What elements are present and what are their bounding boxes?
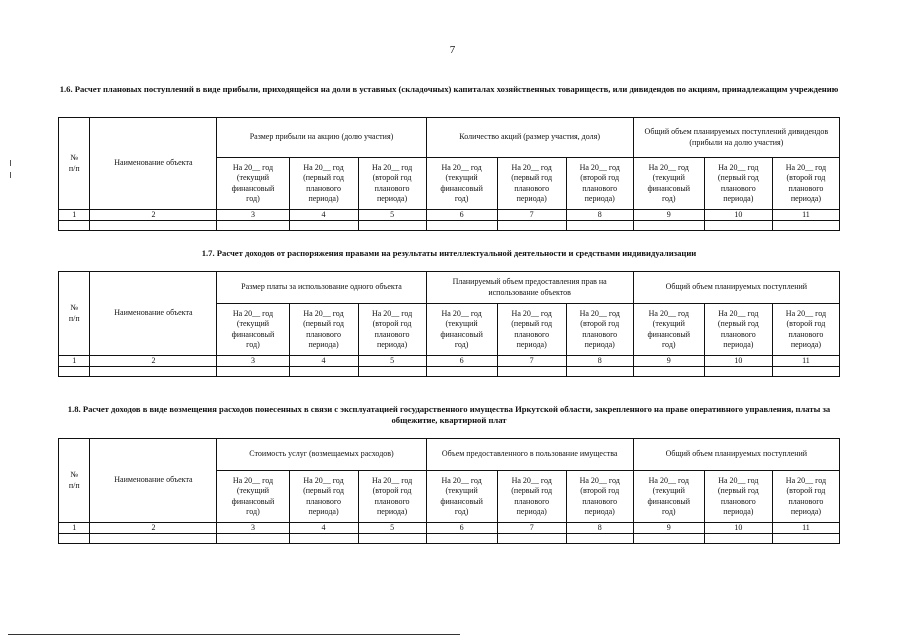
- column-number: 5: [358, 210, 426, 221]
- column-number: 3: [217, 210, 289, 221]
- column-number: 8: [566, 210, 633, 221]
- header-number: № п/п: [59, 439, 90, 523]
- group-header: Размер платы за использование одного объекта: [217, 272, 426, 304]
- column-number: 1: [59, 356, 90, 367]
- column-number: 10: [704, 356, 772, 367]
- table-1-7: [58, 271, 840, 377]
- empty-cell: [633, 221, 704, 231]
- group-header: Размер прибыли на акцию (долю участия): [217, 118, 426, 158]
- year-column-header: На 20__ год (текущий финансовый год): [633, 158, 704, 210]
- empty-cell: [426, 534, 497, 544]
- column-number: 6: [426, 210, 497, 221]
- empty-cell: [358, 221, 426, 231]
- empty-cell: [90, 367, 217, 377]
- column-number: 11: [772, 210, 839, 221]
- empty-cell: [59, 367, 90, 377]
- column-number: 1: [59, 210, 90, 221]
- column-number: 3: [217, 356, 289, 367]
- year-column-header: На 20__ год (второй год планового периода): [566, 304, 633, 356]
- section-title-1-7: 1.7. Расчет доходов от распоряжения правами на результаты интеллектуальной деятельности и средствами индивидуализации: [201, 248, 697, 258]
- margin-mark: [10, 160, 11, 166]
- empty-cell: [566, 534, 633, 544]
- year-column-header: На 20__ год (второй год планового периода): [358, 158, 426, 210]
- empty-cell: [59, 221, 90, 231]
- group-header: Планируемый объем предоставления прав на использование объектов: [426, 272, 633, 304]
- column-number: 11: [772, 356, 839, 367]
- column-number: 10: [704, 523, 772, 534]
- column-number: 1: [59, 523, 90, 534]
- column-number: 9: [633, 523, 704, 534]
- empty-cell: [217, 367, 289, 377]
- year-column-header: На 20__ год (второй год планового периода): [358, 471, 426, 523]
- year-column-header: На 20__ год (первый год планового периода): [704, 158, 772, 210]
- empty-cell: [497, 367, 566, 377]
- empty-cell: [704, 367, 772, 377]
- year-column-header: На 20__ год (текущий финансовый год): [633, 304, 704, 356]
- year-column-header: На 20__ год (текущий финансовый год): [426, 304, 497, 356]
- column-number: 4: [289, 210, 358, 221]
- column-number: 6: [426, 523, 497, 534]
- empty-cell: [426, 221, 497, 231]
- header-object-name: Наименование объекта: [90, 439, 217, 523]
- group-header: Объем предоставленного в пользование имущества: [426, 439, 633, 471]
- year-column-header: На 20__ год (второй год планового периода): [772, 158, 839, 210]
- column-number: 4: [289, 356, 358, 367]
- footer-rule: [8, 634, 460, 635]
- empty-cell: [217, 534, 289, 544]
- table-1-8: [58, 438, 840, 544]
- column-number: 10: [704, 210, 772, 221]
- section-title-1-6: 1.6. Расчет плановых поступлений в виде прибыли, приходящейся на доли в уставных (складочных) капиталах хозяйственных товариществ, или дивидендов по акциям, принадлежащим учреждению: [59, 84, 839, 94]
- column-number: 9: [633, 356, 704, 367]
- column-number: 2: [90, 356, 217, 367]
- empty-cell: [772, 221, 839, 231]
- year-column-header: На 20__ год (первый год планового периода): [497, 158, 566, 210]
- empty-cell: [497, 534, 566, 544]
- year-column-header: На 20__ год (первый год планового периода): [704, 304, 772, 356]
- empty-cell: [289, 221, 358, 231]
- empty-cell: [90, 221, 217, 231]
- year-column-header: На 20__ год (второй год планового периода): [566, 471, 633, 523]
- column-number: 3: [217, 523, 289, 534]
- column-number: 5: [358, 356, 426, 367]
- empty-cell: [289, 367, 358, 377]
- empty-cell: [217, 221, 289, 231]
- empty-cell: [566, 367, 633, 377]
- year-column-header: На 20__ год (первый год планового периода): [704, 471, 772, 523]
- column-number: 5: [358, 523, 426, 534]
- table-1-6: [58, 117, 840, 231]
- empty-cell: [704, 534, 772, 544]
- year-column-header: На 20__ год (второй год планового периода): [566, 158, 633, 210]
- year-column-header: На 20__ год (текущий финансовый год): [217, 158, 289, 210]
- header-number: № п/п: [59, 272, 90, 356]
- year-column-header: На 20__ год (текущий финансовый год): [217, 471, 289, 523]
- header-number: № п/п: [59, 118, 90, 210]
- year-column-header: На 20__ год (первый год планового периода): [497, 471, 566, 523]
- column-number: 4: [289, 523, 358, 534]
- group-header: Общий объем планируемых поступлений: [633, 439, 839, 471]
- column-number: 6: [426, 356, 497, 367]
- page-number: 7: [449, 44, 456, 56]
- year-column-header: На 20__ год (текущий финансовый год): [426, 471, 497, 523]
- year-column-header: На 20__ год (текущий финансовый год): [633, 471, 704, 523]
- year-column-header: На 20__ год (первый год планового периода): [289, 304, 358, 356]
- empty-cell: [90, 534, 217, 544]
- empty-cell: [358, 367, 426, 377]
- column-number: 2: [90, 210, 217, 221]
- empty-cell: [426, 367, 497, 377]
- year-column-header: На 20__ год (текущий финансовый год): [426, 158, 497, 210]
- column-number: 9: [633, 210, 704, 221]
- header-object-name: Наименование объекта: [90, 272, 217, 356]
- empty-cell: [289, 534, 358, 544]
- empty-cell: [633, 534, 704, 544]
- year-column-header: На 20__ год (текущий финансовый год): [217, 304, 289, 356]
- empty-cell: [497, 221, 566, 231]
- empty-cell: [59, 534, 90, 544]
- section-title-1-8: 1.8. Расчет доходов в виде возмещения расходов понесенных в связи с эксплуатацией государственного имущества Иркутской области, закрепленного на праве оперативного управления, платы за общежитие, квартирной плат: [67, 404, 831, 425]
- year-column-header: На 20__ год (второй год планового периода): [772, 304, 839, 356]
- year-column-header: На 20__ год (первый год планового периода): [289, 471, 358, 523]
- empty-cell: [704, 221, 772, 231]
- column-number: 7: [497, 523, 566, 534]
- column-number: 8: [566, 523, 633, 534]
- column-number: 11: [772, 523, 839, 534]
- margin-mark: [10, 172, 11, 178]
- group-header: Количество акций (размер участия, доля): [426, 118, 633, 158]
- empty-cell: [772, 534, 839, 544]
- empty-cell: [772, 367, 839, 377]
- column-number: 7: [497, 356, 566, 367]
- year-column-header: На 20__ год (второй год планового периода): [772, 471, 839, 523]
- empty-cell: [358, 534, 426, 544]
- column-number: 2: [90, 523, 217, 534]
- column-number: 8: [566, 356, 633, 367]
- header-object-name: Наименование объекта: [90, 118, 217, 210]
- year-column-header: На 20__ год (первый год планового периода): [289, 158, 358, 210]
- year-column-header: На 20__ год (второй год планового периода): [358, 304, 426, 356]
- group-header: Общий объем планируемых поступлений: [633, 272, 839, 304]
- column-number: 7: [497, 210, 566, 221]
- year-column-header: На 20__ год (первый год планового периода): [497, 304, 566, 356]
- group-header: Общий объем планируемых поступлений дивидендов (прибыли на долю участия): [633, 118, 839, 158]
- empty-cell: [633, 367, 704, 377]
- empty-cell: [566, 221, 633, 231]
- group-header: Стоимость услуг (возмещаемых расходов): [217, 439, 426, 471]
